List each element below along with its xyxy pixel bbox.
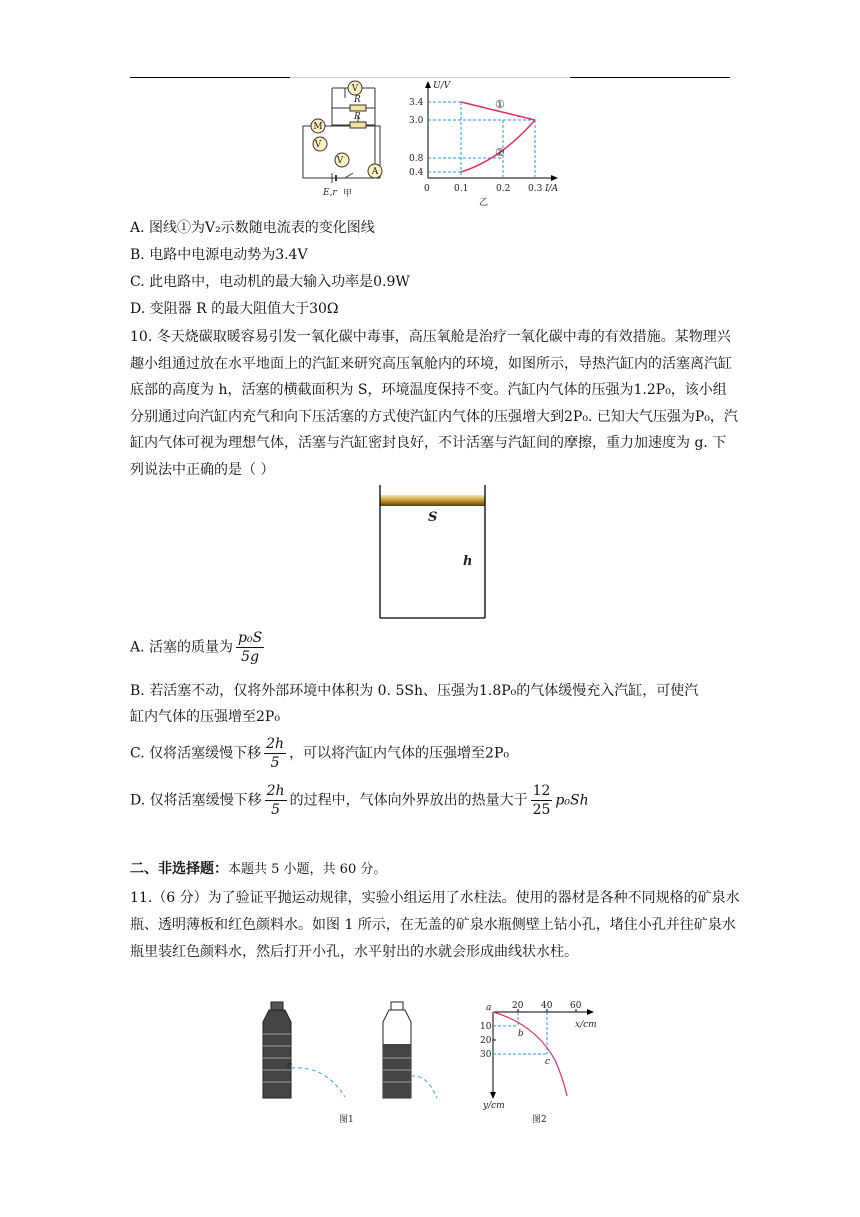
header-rule-left	[130, 77, 290, 78]
curve2-label: ②	[495, 146, 505, 159]
graph-xtick: 0.1	[454, 184, 469, 194]
graph-ytick: 0.8	[409, 154, 424, 164]
q10-stem: 10. 冬天烧碳取暖容易引发一氧化碳中毒事，高压氧舱是治疗一氧化碳中毒的有效措施。某物理兴趣小组通过放在水平地面上的汽缸来研究高压氧舱内的环境，如图所示，导热汽缸内的活塞离汽缸底部的高度为 h，活塞的横截面积为 S，环境温度保持不变。汽缸内气体的压强为1.2P₀，该小组分别通过向汽缸内充气和向下压活塞的方式使汽缸内气体的压强增大到2P₀. 已知大气压强为P₀，汽缸内气体可视为理想气体，活塞与汽缸密封良好，不计活塞与汽缸间的摩擦，重力加速度为 g. 下列说法中正确的是（ ）	[130, 329, 738, 478]
q10-option-c: C. 仅将活塞缓慢下移 $\frac{2h}{5}$ ，可以将汽缸内气体的压强增至2P₀	[130, 736, 510, 771]
graph-caption: 乙	[479, 198, 489, 208]
circuit-caption: 甲	[343, 189, 353, 199]
r-label: R	[354, 112, 361, 122]
graph-ytick: 3.0	[409, 116, 424, 126]
r0-label: R	[354, 95, 361, 105]
q9-option-d: D. 变阻器 R 的最大阻值大于30Ω	[130, 301, 339, 317]
q9-option-c: C. 此电路中，电动机的最大输入功率是0.9W	[130, 274, 410, 290]
fig2-xlabel: x/cm	[575, 1020, 597, 1030]
ui-graph	[405, 78, 565, 208]
header-rule-right	[570, 77, 730, 78]
graph-ylabel: U/V	[433, 81, 451, 91]
fig2-ylabel: y/cm	[483, 1101, 505, 1111]
fig2-xtick: 60	[570, 1001, 582, 1011]
er-label: E,r	[323, 188, 337, 198]
fig2-xtick: 40	[541, 1001, 553, 1011]
ammeter-label: A	[371, 167, 379, 177]
motor-label: M	[313, 122, 323, 132]
q10-option-b-line1: B. 若活塞不动，仅将外部环境中体积为 0. 5Sh、压强为1.8P₀的气体缓慢充入汽缸，可使汽	[130, 683, 699, 699]
circuit-diagram	[290, 78, 400, 203]
voltmeter2-label: V	[336, 156, 344, 166]
fig2-point-a: a	[486, 1003, 492, 1013]
q10-option-a: A. 活塞的质量为 $\frac{\text{p₀S}}{5g}$	[130, 630, 263, 665]
graph-xtick: 0	[424, 184, 430, 194]
figure-2-graph	[475, 1000, 605, 1128]
fig2-ytick: 10	[480, 1022, 492, 1032]
graph-xtick: 0.3	[528, 184, 543, 194]
voltmeter1-label: V	[314, 140, 322, 150]
fig1-point-c: c	[287, 1061, 293, 1071]
cylinder-figure	[375, 485, 490, 620]
fig2-ytick: 20	[480, 1036, 492, 1046]
section-heading: 二、非选择题：本题共 5 小题，共 60 分。	[130, 861, 387, 877]
height-label: h	[463, 554, 473, 569]
graph-xtick: 0.2	[496, 184, 511, 194]
figure-1-bottles	[255, 1000, 460, 1128]
fig2-point-c: c	[545, 1057, 551, 1067]
q10-option-b-line2: 缸内气体的压强增至2P₀	[130, 709, 280, 725]
fig2-point-b: b	[518, 1029, 524, 1039]
piston-area-label: S	[428, 510, 438, 525]
graph-xlabel: I/A	[545, 184, 559, 194]
fig2-xtick: 20	[512, 1001, 524, 1011]
fig2-caption: 图2	[532, 1115, 547, 1125]
q10-option-d: D. 仅将活塞缓慢下移 $\frac{2h}{5}$ 的过程中，气体向外界放出的热量大于 $\frac{12}{25}$ p₀Sh	[130, 783, 589, 818]
graph-ytick: 0.4	[409, 168, 424, 178]
fig1-caption: 图1	[339, 1115, 354, 1125]
q9-option-a: A. 图线①为V₂示数随电流表的变化图线	[130, 220, 375, 236]
q11-stem: 11.（6 分）为了验证平抛运动规律，实验小组运用了水柱法。使用的器材是各种不同规格的矿泉水瓶、透明薄板和红色颜料水。如图 1 所示，在无盖的矿泉水瓶侧壁上钻小孔，堵住小孔并往矿泉水瓶里装红色颜料水，然后打开小孔，水平射出的水就会形成曲线状水柱。	[130, 890, 740, 960]
graph-ytick: 3.4	[409, 98, 424, 108]
q9-option-b: B. 电路中电源电动势为3.4V	[130, 247, 308, 263]
voltmeter-label: V	[351, 84, 359, 94]
fig2-ytick: 30	[480, 1050, 492, 1060]
curve1-label: ①	[495, 98, 505, 111]
